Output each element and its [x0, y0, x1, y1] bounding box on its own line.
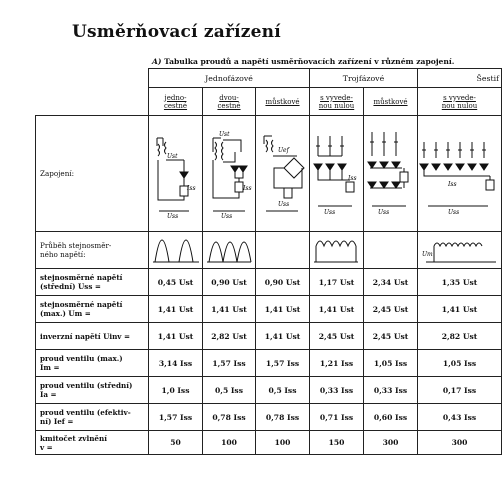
circuit-neutral-6ph — [418, 116, 502, 232]
subheader-neutral-6ph — [418, 88, 502, 116]
um-label: Um — [422, 251, 433, 258]
table-cell: 2,45 Ust — [310, 323, 364, 350]
table-cell: 2,45 Ust — [364, 296, 418, 323]
group-header-single-phase: Jednofázové — [149, 69, 310, 88]
table-row — [36, 377, 502, 404]
corner-cell-2 — [36, 88, 149, 116]
caption-prefix: A) — [152, 57, 162, 66]
row-label-circuit: Zapojení: — [36, 116, 149, 232]
group-header-six-phase — [418, 69, 502, 88]
row-label — [36, 404, 149, 431]
row-label — [36, 296, 149, 323]
table-cell: 1,57 Iss — [149, 404, 203, 431]
subheader-bridge-1ph — [256, 88, 310, 116]
table-cell: 1,41 Ust — [149, 323, 203, 350]
circuit-neutral-3ph — [310, 116, 364, 232]
table-cell: 1,41 Ust — [418, 296, 502, 323]
iss-label: Iss — [187, 185, 196, 192]
table-cell: 0,71 Iss — [310, 404, 364, 431]
row-label-waveform — [36, 232, 149, 269]
iss-label: Iss — [448, 181, 457, 188]
table-row — [36, 350, 502, 377]
table-cell: 1,41 Ust — [256, 323, 310, 350]
caption-text: Tabulka proudů a napětí usměrňovacích zařízení v různém zapojení. — [164, 57, 455, 66]
subheader-full-wave — [203, 88, 256, 116]
table-cell: 300 — [364, 431, 418, 455]
table-cell: 100 — [256, 431, 310, 455]
waveform-label: Průběh stejnosměr- ného napětí: — [40, 241, 112, 259]
waveform-neutral-3ph — [310, 232, 364, 269]
table-cell: 1,35 Ust — [418, 269, 502, 296]
ust-label: Ust — [219, 131, 230, 138]
row-label — [36, 269, 149, 296]
row-label — [36, 350, 149, 377]
table-cell: 1,41 Ust — [149, 296, 203, 323]
row-label-text: proud ventilu (efektiv- ní) Ief = — [40, 408, 131, 426]
uef-label: Uef — [278, 147, 289, 154]
table-cell: 0,33 Iss — [364, 377, 418, 404]
full-wave-circuit-diagram — [203, 116, 255, 231]
half-wave-waveform — [149, 232, 202, 268]
table-cell: 1,41 Ust — [203, 296, 256, 323]
table-cell: 0,33 Iss — [310, 377, 364, 404]
table-cell: 1,57 Iss — [256, 350, 310, 377]
table-row — [36, 404, 502, 431]
waveform-bridge-3ph — [364, 232, 418, 269]
table-cell: 300 — [418, 431, 502, 455]
circuit-bridge-3ph — [364, 116, 418, 232]
subheader-label: můstkové — [373, 97, 408, 106]
table-row — [36, 323, 502, 350]
waveform-bridge-1ph — [256, 232, 310, 269]
rectifier-table — [35, 68, 502, 455]
row-label-text: kmitočet zvlnění v = — [40, 433, 107, 452]
uss-label: Uss — [378, 209, 390, 216]
three-phase-bridge-diagram — [364, 116, 417, 231]
table-cell: 1,17 Ust — [310, 269, 364, 296]
subheader-bridge-3ph — [364, 88, 418, 116]
subheader-neutral-3ph — [310, 88, 364, 116]
table-cell: 0,78 Iss — [256, 404, 310, 431]
table-row — [36, 269, 502, 296]
row-label-text: stejnosměrné napětí (střední) Uss = — [40, 273, 123, 291]
circuit-bridge-1ph — [256, 116, 310, 232]
table-cell: 100 — [203, 431, 256, 455]
table-cell: 2,82 Ust — [203, 323, 256, 350]
subheader-half-wave — [149, 88, 203, 116]
six-phase-waveform — [418, 232, 501, 268]
circuit-half-wave — [149, 116, 203, 232]
row-label-text: proud ventilu (střední) Ia = — [40, 381, 133, 399]
table-cell: 3,14 Iss — [149, 350, 203, 377]
table-cell: 0,90 Ust — [203, 269, 256, 296]
uss-label: Uss — [278, 201, 290, 208]
three-phase-neutral-diagram — [310, 116, 363, 231]
table-cell: 0,17 Iss — [418, 377, 502, 404]
uss-label: Uss — [167, 213, 179, 220]
table-cell: 1,0 Iss — [149, 377, 203, 404]
table-cell: 1,05 Iss — [364, 350, 418, 377]
iss-label: Iss — [348, 175, 357, 182]
subheader-label: s vyvede- nou nulou — [318, 93, 355, 110]
ust-label: Ust — [167, 153, 178, 160]
uss-label: Uss — [448, 209, 460, 216]
table-cell: 0,60 Iss — [364, 404, 418, 431]
circuit-full-wave — [203, 116, 256, 232]
group-header-three-phase: Trojfázové — [310, 69, 418, 88]
table-cell: 2,82 Ust — [418, 323, 502, 350]
half-wave-circuit-diagram — [149, 116, 202, 231]
table-cell: 1,05 Iss — [418, 350, 502, 377]
subheader-label: s vyvede- nou nulou — [441, 93, 478, 110]
table-cell: 0,45 Ust — [149, 269, 203, 296]
bridge-circuit-diagram — [256, 116, 309, 231]
table-cell: 0,78 Iss — [203, 404, 256, 431]
row-label — [36, 377, 149, 404]
table-cell: 1,41 Ust — [310, 296, 364, 323]
waveform-neutral-6ph — [418, 232, 502, 269]
table-cell: 2,45 Ust — [364, 323, 418, 350]
table-row — [36, 296, 502, 323]
subheader-label: můstkové — [265, 97, 300, 106]
waveform-full-wave — [203, 232, 256, 269]
table-cell: 0,5 Iss — [203, 377, 256, 404]
table-cell: 150 — [310, 431, 364, 455]
six-phase-neutral-diagram — [418, 116, 501, 231]
row-label — [36, 431, 149, 455]
row-label-text: inverzní napětí Uinv = — [40, 331, 130, 341]
row-label-text: stejnosměrné napětí (max.) Um = — [40, 300, 123, 318]
iss-label: Iss — [243, 185, 252, 192]
subheader-label: dvou- cestné — [217, 93, 241, 110]
uss-label: Uss — [221, 213, 233, 220]
table-row — [36, 431, 502, 455]
table-cell: 0,43 Iss — [418, 404, 502, 431]
subheader-label: jedno- cestné — [163, 93, 188, 110]
table-cell: 2,34 Ust — [364, 269, 418, 296]
row-label-text: proud ventilu (max.) Im = — [40, 354, 123, 372]
corner-cell — [36, 69, 149, 88]
full-wave-waveform — [203, 232, 255, 268]
three-phase-waveform — [310, 232, 363, 268]
table-caption — [152, 57, 454, 66]
table-cell: 0,5 Iss — [256, 377, 310, 404]
table-cell: 1,57 Iss — [203, 350, 256, 377]
uss-label: Uss — [324, 209, 336, 216]
page-title: Usměrňovací zařízení — [72, 22, 281, 42]
table-cell: 1,41 Ust — [256, 296, 310, 323]
row-label — [36, 323, 149, 350]
group-header-six-phase-label: Šestif — [476, 73, 499, 83]
waveform-half-wave — [149, 232, 203, 269]
table-cell: 0,90 Ust — [256, 269, 310, 296]
table-cell: 1,21 Iss — [310, 350, 364, 377]
table-cell: 50 — [149, 431, 203, 455]
